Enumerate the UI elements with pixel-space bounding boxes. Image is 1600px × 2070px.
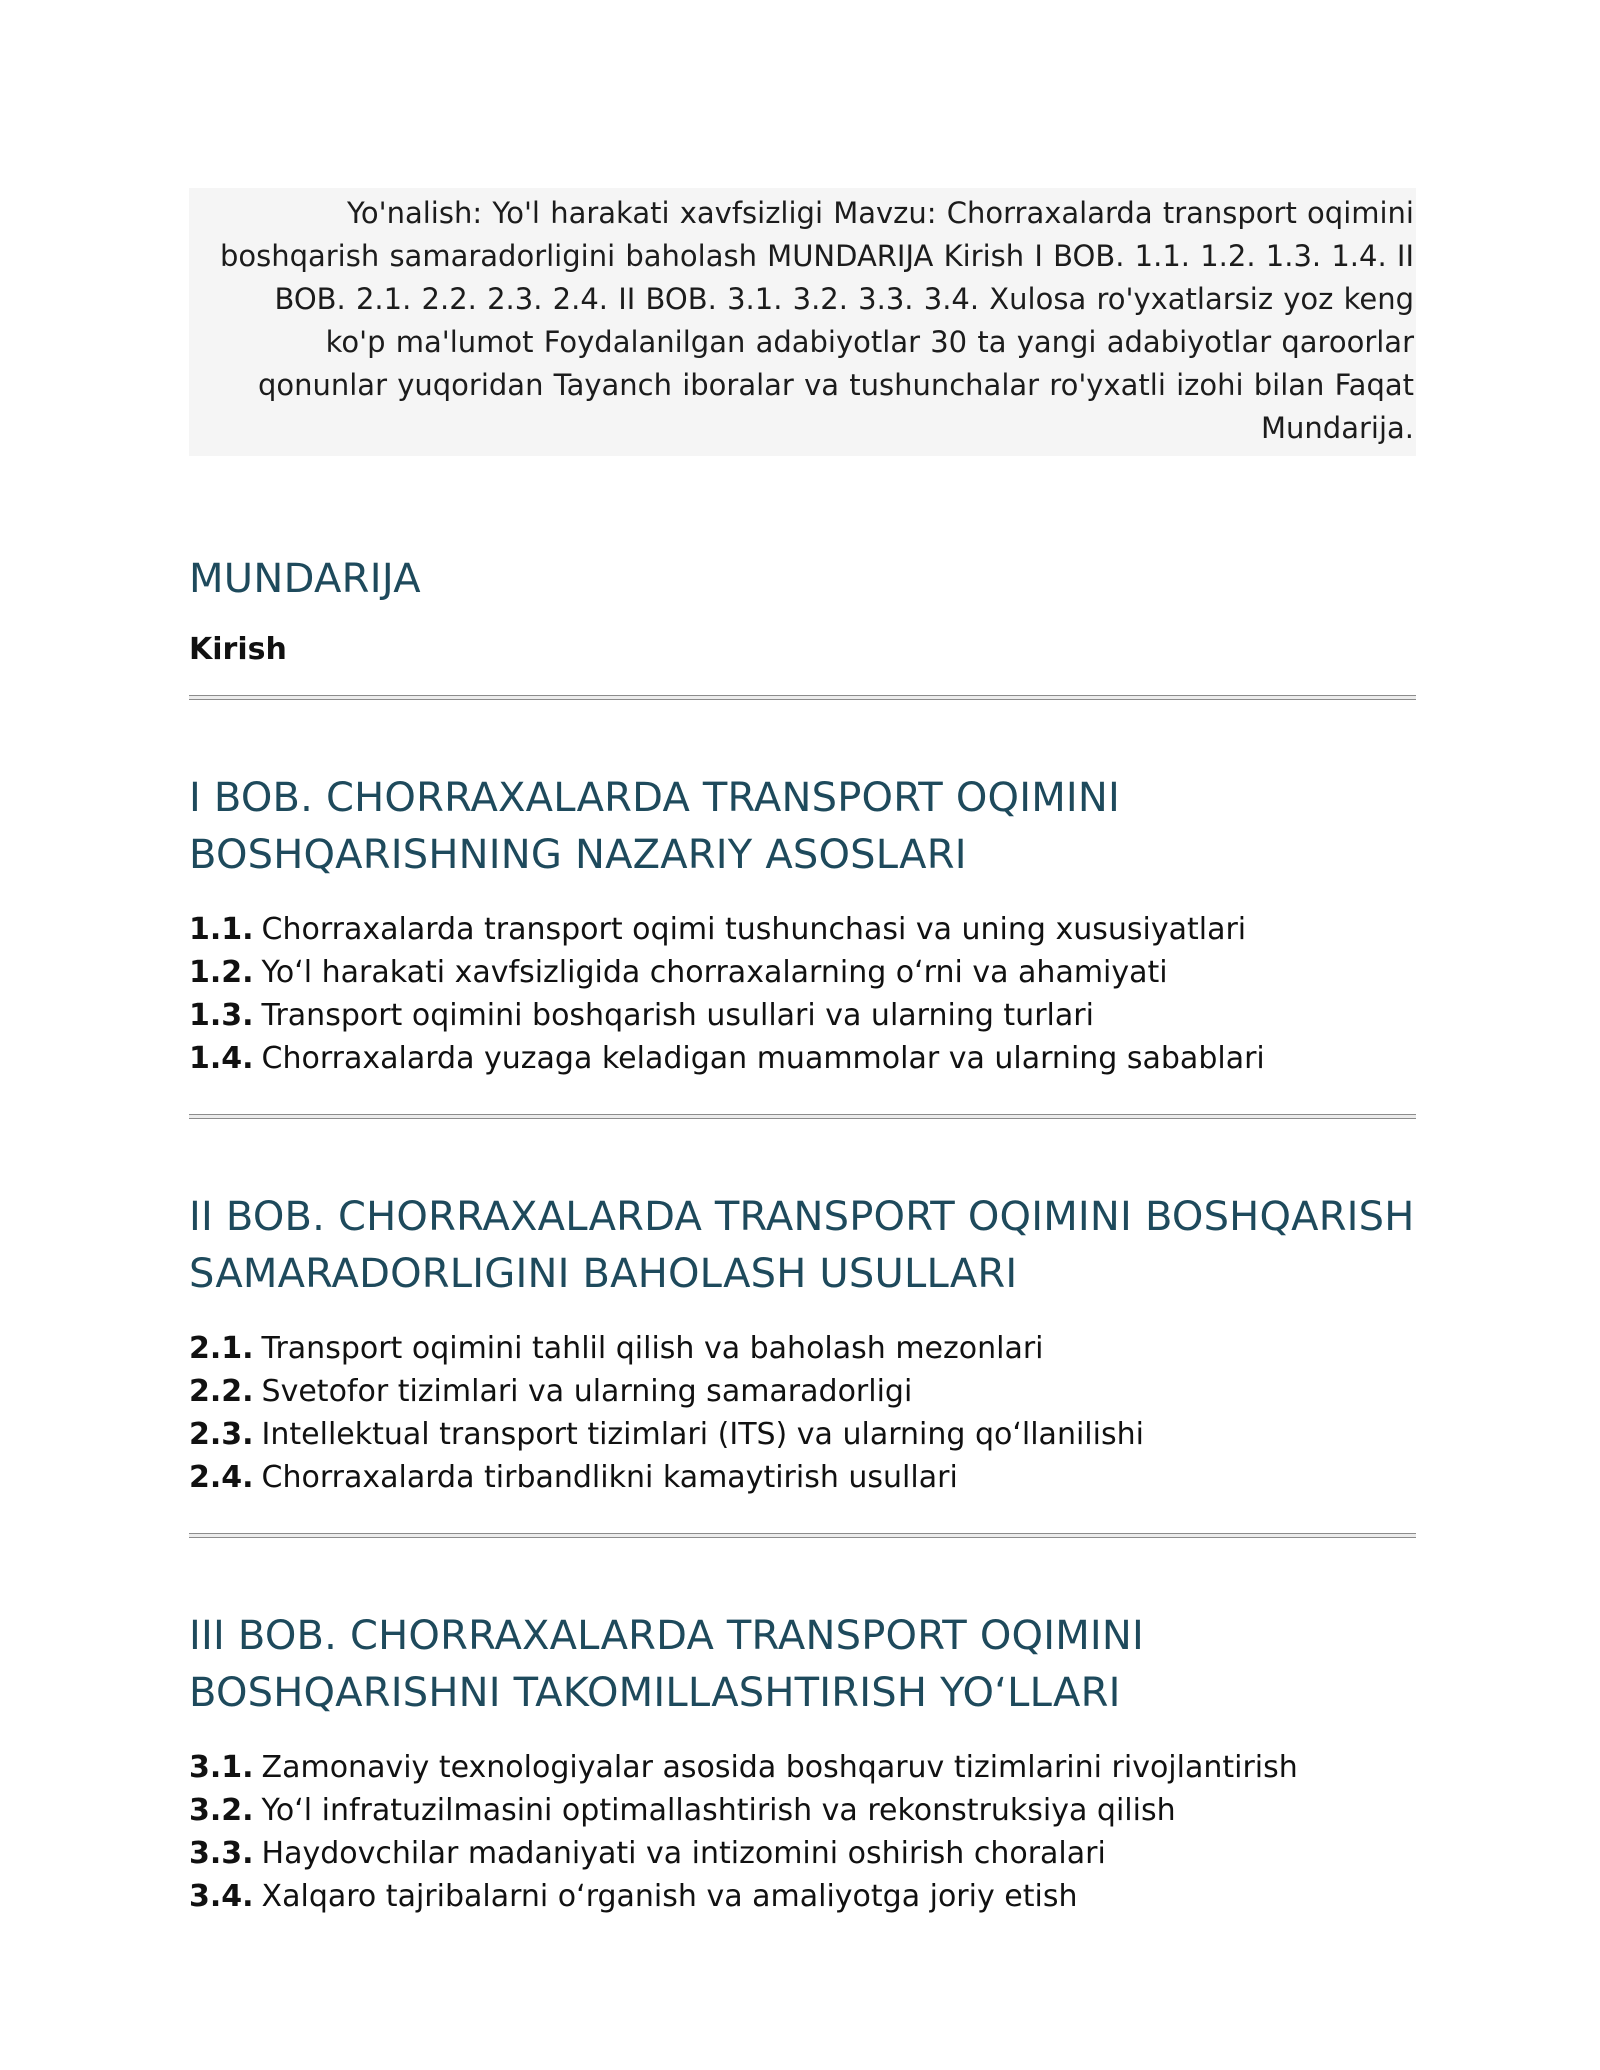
section-text: Yo‘l harakati xavfsizligida chorraxalarning o‘rni va ahamiyati bbox=[261, 955, 1168, 990]
section-text: Svetofor tizimlari va ularning samaradorligi bbox=[261, 1374, 913, 1409]
document-page bbox=[189, 188, 1416, 1918]
section-text: Yo‘l infratuzilmasini optimallashtirish va rekonstruksiya qilish bbox=[261, 1793, 1176, 1828]
section-item bbox=[189, 1832, 1416, 1875]
section-text: Chorraxalarda tirbandlikni kamaytirish usullari bbox=[261, 1460, 958, 1495]
section-item bbox=[189, 1875, 1416, 1918]
section-number: 3.4. bbox=[189, 1879, 254, 1914]
section-divider bbox=[189, 1114, 1416, 1119]
section-number: 3.2. bbox=[189, 1793, 254, 1828]
section-item bbox=[189, 994, 1416, 1037]
section-text: Intellektual transport tizimlari (ITS) va ularning qo‘llanilishi bbox=[261, 1417, 1144, 1452]
section-text: Transport oqimini boshqarish usullari va ularning turlari bbox=[261, 998, 1094, 1033]
section-number: 2.1. bbox=[189, 1331, 254, 1366]
section-list bbox=[189, 1327, 1416, 1499]
section-number: 2.4. bbox=[189, 1460, 254, 1495]
section-number: 1.3. bbox=[189, 998, 254, 1033]
section-text: Zamonaviy texnologiyalar asosida boshqaruv tizimlarini rivojlantirish bbox=[261, 1750, 1298, 1785]
section-number: 1.4. bbox=[189, 1041, 254, 1076]
section-item bbox=[189, 1456, 1416, 1499]
section-number: 3.1. bbox=[189, 1750, 254, 1785]
section-number: 3.3. bbox=[189, 1836, 254, 1871]
section-list bbox=[189, 1746, 1416, 1918]
section-text: Transport oqimini tahlil qilish va baholash mezonlari bbox=[261, 1331, 1044, 1366]
section-number: 2.2. bbox=[189, 1374, 254, 1409]
intro-heading: Kirish bbox=[189, 632, 287, 667]
chapter-title: I BOB. CHORRAXALARDA TRANSPORT OQIMINI BOSHQARISHNING NAZARIY ASOSLARI bbox=[189, 775, 1121, 878]
section-item bbox=[189, 908, 1416, 951]
chapter-title: II BOB. CHORRAXALARDA TRANSPORT OQIMINI BOSHQARISH SAMARADORLIGINI BAHOLASH USULLARI bbox=[189, 1194, 1415, 1297]
section-divider bbox=[189, 1533, 1416, 1538]
section-text: Chorraxalarda yuzaga keladigan muammolar va ularning sabablari bbox=[261, 1041, 1265, 1076]
section-number: 1.2. bbox=[189, 955, 254, 990]
section-text: Haydovchilar madaniyati va intizomini oshirish choralari bbox=[261, 1836, 1106, 1871]
section-number: 2.3. bbox=[189, 1417, 254, 1452]
section-item bbox=[189, 951, 1416, 994]
section-item bbox=[189, 1789, 1416, 1832]
section-item bbox=[189, 1413, 1416, 1456]
section-divider bbox=[189, 695, 1416, 700]
section-item bbox=[189, 1327, 1416, 1370]
section-number: 1.1. bbox=[189, 912, 254, 947]
section-item bbox=[189, 1037, 1416, 1080]
section-text: Xalqaro tajribalarni o‘rganish va amaliyotga joriy etish bbox=[261, 1879, 1078, 1914]
section-list bbox=[189, 908, 1416, 1080]
chapter-title: III BOB. CHORRAXALARDA TRANSPORT OQIMINI BOSHQARISHNI TAKOMILLASHTIRISH YO‘LLARI bbox=[189, 1613, 1145, 1716]
toc-title: MUNDARIJA bbox=[189, 556, 421, 602]
section-text: Chorraxalarda transport oqimi tushunchasi va uning xususiyatlari bbox=[261, 912, 1247, 947]
section-item bbox=[189, 1370, 1416, 1413]
section-item bbox=[189, 1746, 1416, 1789]
prompt-text-block: Yo'nalish: Yo'l harakati xavfsizligi Mavzu: Chorraxalarda transport oqimini boshqarish samaradorligini baholash MUNDARIJA Kirish I BOB. 1.1. 1.2. 1.3. 1.4. II BOB. 2.1. 2.2. 2.3. 2.4. II BOB. 3.1. 3.2. 3.3. 3.4. Xulosa ro'yxatlarsiz yoz keng ko'p ma'lumot Foydalanilgan adabiyotlar 30 ta yangi adabiyotlar qaroorlar qonunlar yuqoridan Tayanch iboralar va tushunchalar ro'yxatli izohi bilan Faqat Mundarija. bbox=[189, 188, 1416, 456]
